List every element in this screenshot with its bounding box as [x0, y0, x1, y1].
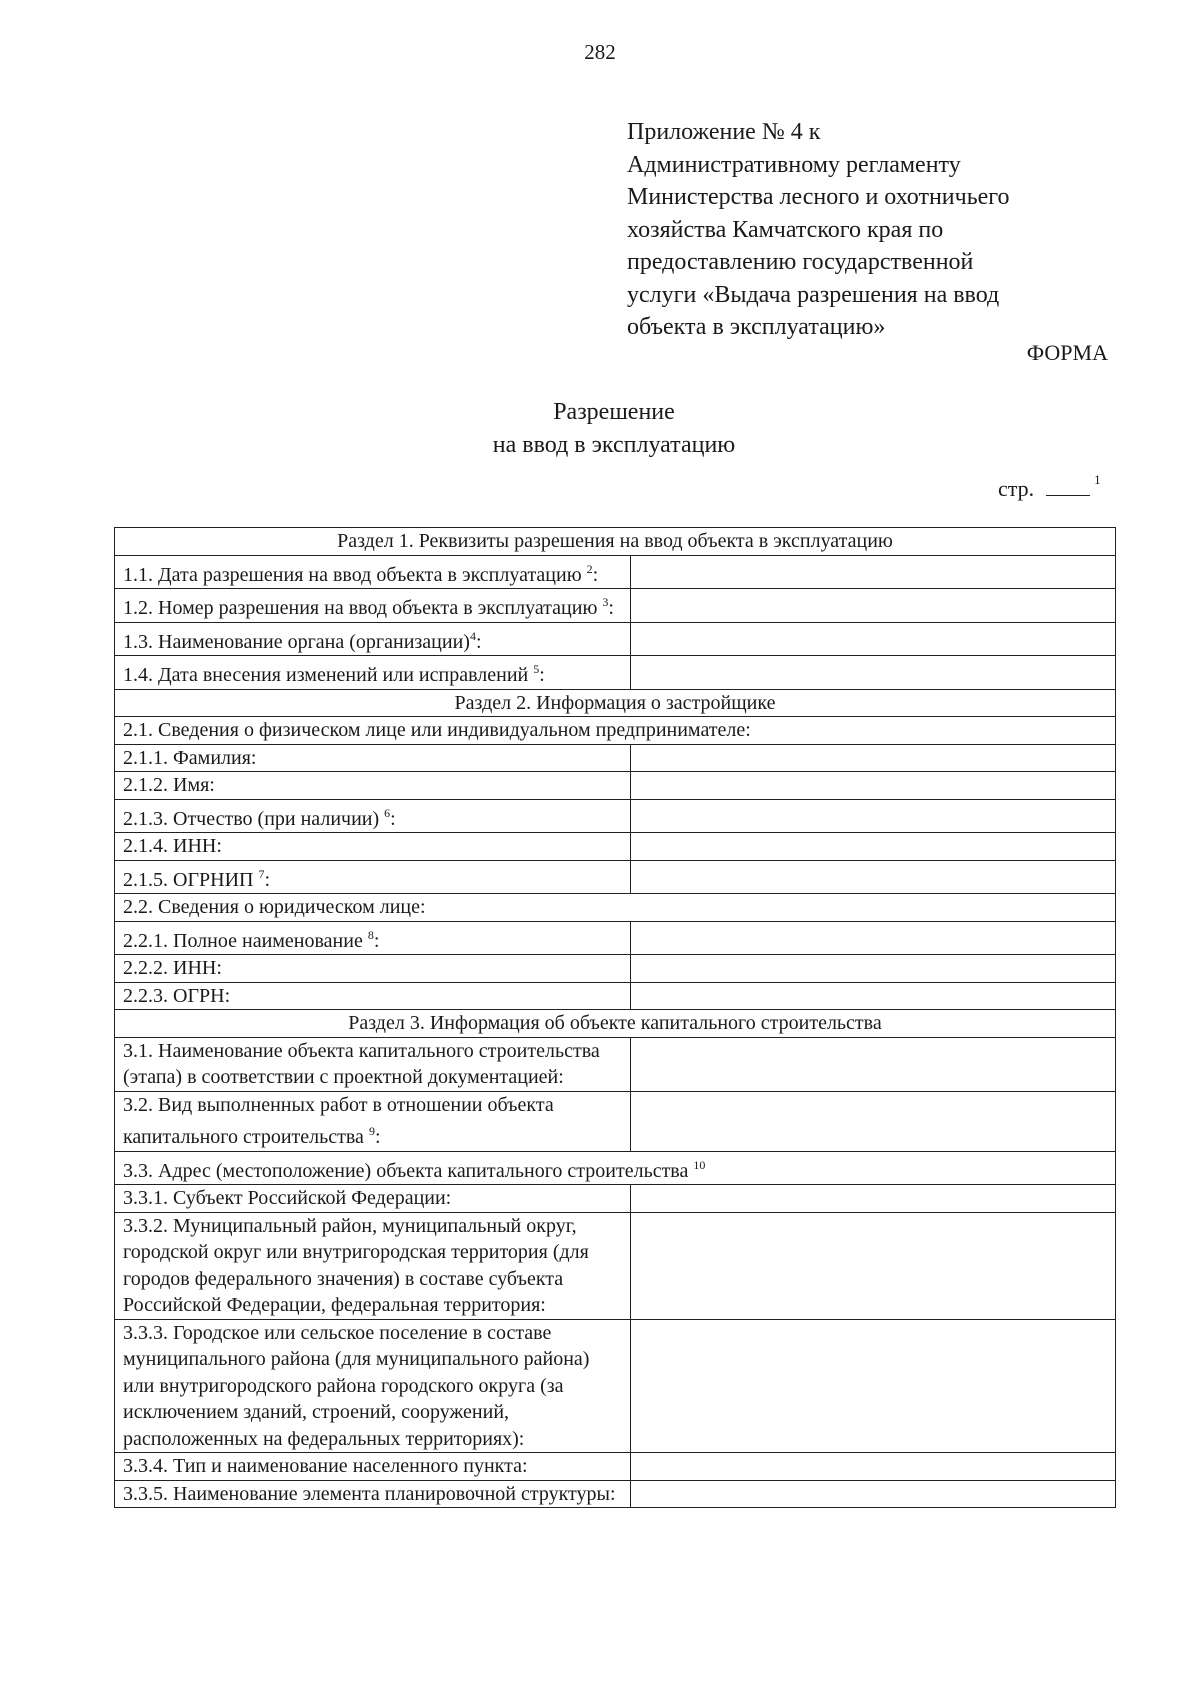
form-row [115, 622, 1116, 656]
field-label: 3.3.5. Наименование элемента планировочной структуры: [115, 1480, 631, 1508]
field-label: 1.4. Дата внесения изменений или исправлений $^5$: [115, 656, 631, 690]
field-value[interactable] [631, 1037, 1116, 1091]
form-row [115, 982, 1116, 1010]
footnote-ref: 2 [586, 561, 593, 576]
page-field [998, 472, 1101, 502]
field-label: 3.3.4. Тип и наименование населенного пункта: [115, 1453, 631, 1481]
form-row [115, 860, 1116, 894]
form-row [115, 1212, 1116, 1319]
field-label: 3.3.1. Субъект Российской Федерации: [115, 1185, 631, 1213]
field-value[interactable] [631, 982, 1116, 1010]
section-header [115, 528, 1116, 556]
form-row [115, 799, 1116, 833]
field-label: 3.3.2. Муниципальный район, муниципальный округ, городской округ или внутригородская территория (для городов федерального значения) в составе субъекта Российской Федерации, федеральная территория: [115, 1212, 631, 1319]
field-label: 2.2. Сведения о юридическом лице: [115, 894, 1116, 922]
section-title: Раздел 1. Реквизиты разрешения на ввод объекта в эксплуатацию [115, 528, 1116, 556]
field-value[interactable] [631, 955, 1116, 983]
field-value[interactable] [631, 833, 1116, 861]
form-row [115, 1091, 1116, 1151]
footnote-ref: 5 [533, 662, 540, 676]
appendix-line: хозяйства Камчатского края по [627, 216, 944, 243]
field-label: 2.2.2. ИНН: [115, 955, 631, 983]
field-value[interactable] [631, 622, 1116, 656]
permit-form-table [114, 527, 1116, 1508]
form-row [115, 921, 1116, 955]
form-row [115, 1151, 1116, 1185]
field-label: 1.3. Наименование органа (организации)$^4$: [115, 622, 631, 656]
form-row [115, 772, 1116, 800]
field-label: 3.3.3. Городское или сельское поселение в составе муниципального района (для муниципального района) или внутригородского района городского округа (за исключением зданий, строений, сооружений, расположенных на федеральных территориях): [115, 1319, 631, 1453]
footnote-ref: 4 [469, 628, 476, 643]
field-label: 2.1.5. ОГРНИП $^7$: [115, 860, 631, 894]
field-value[interactable] [631, 1185, 1116, 1213]
field-value[interactable] [631, 555, 1116, 589]
title-line: Разрешение [553, 399, 675, 425]
field-value[interactable] [631, 1212, 1116, 1319]
section-header [115, 689, 1116, 717]
form-row [115, 1037, 1116, 1091]
form-row [115, 1319, 1116, 1453]
field-value[interactable] [631, 1091, 1116, 1151]
appendix-line: Административному регламенту [627, 151, 961, 178]
page-field-blank[interactable] [1046, 475, 1090, 496]
document-title [0, 396, 1200, 462]
form-row [115, 717, 1116, 745]
page-number: 282 [584, 40, 616, 64]
section-header [115, 1010, 1116, 1038]
footnote-ref: 1 [1094, 472, 1101, 487]
footnote-ref: 10 [693, 1157, 706, 1172]
field-label: 2.1.1. Фамилия: [115, 744, 631, 772]
field-label: 2.2.1. Полное наименование $^8$: [115, 921, 631, 955]
field-label: 2.2.3. ОГРН: [115, 982, 631, 1010]
field-value[interactable] [631, 1453, 1116, 1481]
field-label: 3.2. Вид выполненных работ в отношении объекта капитального строительства $^9$: [115, 1091, 631, 1151]
field-value[interactable] [631, 772, 1116, 800]
appendix-header [627, 116, 1147, 344]
field-label: 2.1.3. Отчество (при наличии) $^6$: [115, 799, 631, 833]
appendix-line: предоставлению государственной [627, 249, 974, 275]
form-label: ФОРМА [1026, 340, 1108, 365]
form-row [115, 744, 1116, 772]
field-value[interactable] [631, 589, 1116, 623]
field-value[interactable] [631, 744, 1116, 772]
field-label: 2.1.4. ИНН: [115, 833, 631, 861]
field-value[interactable] [631, 921, 1116, 955]
field-value[interactable] [631, 1319, 1116, 1453]
form-row [115, 894, 1116, 922]
field-value[interactable] [631, 799, 1116, 833]
footnote-ref: 3 [602, 595, 609, 609]
form-row [115, 955, 1116, 983]
form-row [115, 555, 1116, 589]
footnote-ref: 8 [367, 927, 374, 942]
section-title: Раздел 3. Информация об объекте капитального строительства [115, 1010, 1116, 1038]
field-label: 2.1. Сведения о физическом лице или индивидуальном предпринимателе: [115, 717, 1116, 745]
footnote-ref: 9 [368, 1124, 375, 1138]
form-row [115, 589, 1116, 623]
field-label: 1.2. Номер разрешения на ввод объекта в эксплуатацию $^3$: [115, 589, 631, 623]
field-label: 3.1. Наименование объекта капитального строительства (этапа) в соответствии с проектной документацией: [115, 1037, 631, 1091]
form-row [115, 1480, 1116, 1508]
form-row [115, 656, 1116, 690]
appendix-line: объекта в эксплуатацию» [627, 314, 886, 340]
field-label: 2.1.2. Имя: [115, 772, 631, 800]
form-row [115, 833, 1116, 861]
appendix-line: Приложение № 4 к [627, 119, 821, 145]
section-title: Раздел 2. Информация о застройщике [115, 689, 1116, 717]
footnote-ref: 6 [384, 805, 391, 820]
form-row [115, 1453, 1116, 1481]
form-row [115, 1185, 1116, 1213]
field-value[interactable] [631, 860, 1116, 894]
page-field-label: стр. [998, 476, 1035, 501]
appendix-line: услуги «Выдача разрешения на ввод [627, 281, 1000, 308]
field-label: 1.1. Дата разрешения на ввод объекта в эксплуатацию $^2$: [115, 555, 631, 589]
field-label: 3.3. Адрес (местоположение) объекта капитального строительства $^{10}$ [115, 1151, 1116, 1185]
appendix-line: Министерства лесного и охотничьего [627, 184, 1010, 210]
footnote-ref: 7 [258, 866, 265, 881]
field-value[interactable] [631, 656, 1116, 690]
title-line: на ввод в эксплуатацию [492, 432, 736, 458]
field-value[interactable] [631, 1480, 1116, 1508]
